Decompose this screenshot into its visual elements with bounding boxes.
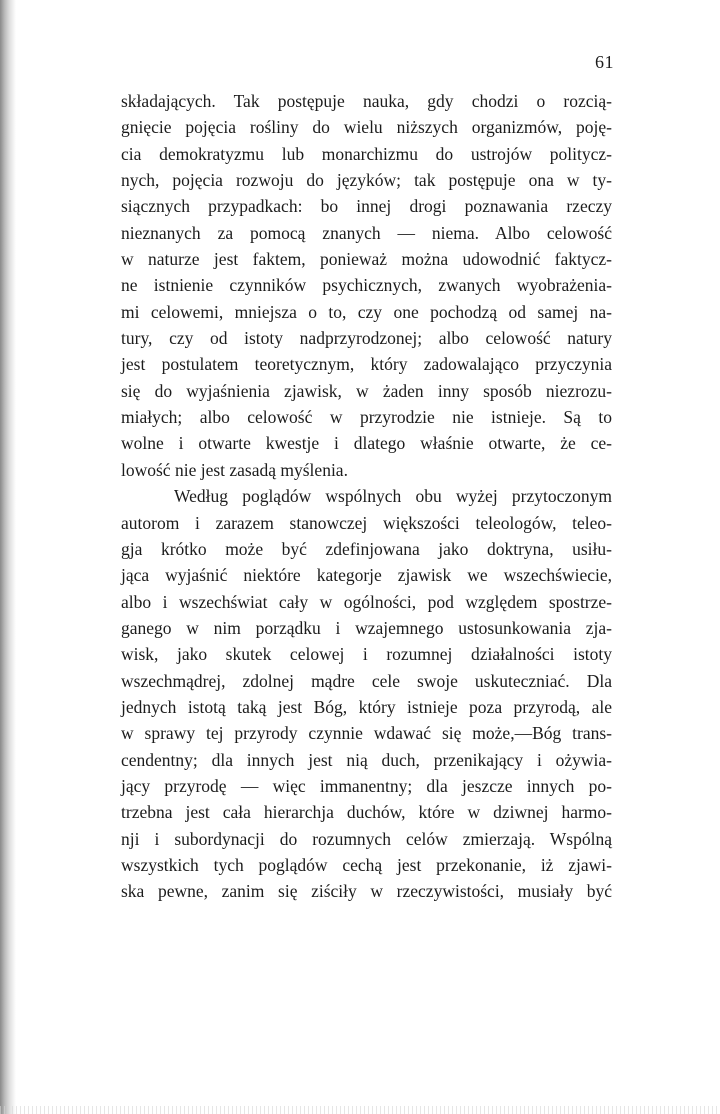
paragraph-start-line: Według poglądów wspólnych obu wyżej przytoczonym bbox=[174, 486, 612, 507]
scan-noise bbox=[0, 1106, 720, 1114]
body-text bbox=[121, 88, 612, 905]
text-line: trzebna jest cała hierarchja duchów, które w dziwnej harmo- bbox=[121, 802, 612, 823]
text-line: albo i wszechświat cały w ogólności, pod względem spostrze- bbox=[121, 591, 612, 612]
text-line: gnięcie pojęcia rośliny do wielu niższych organizmów, poję- bbox=[121, 117, 612, 138]
text-line: cendentny; dla innych jest nią duch, przenikający i ożywia- bbox=[121, 749, 612, 770]
text-line: wszystkich tych poglądów cechą jest przekonanie, iż zjawi- bbox=[121, 854, 612, 875]
text-line: siącznych przypadkach: bo innej drogi poznawania rzeczy bbox=[121, 196, 612, 217]
page-number: 61 bbox=[595, 52, 614, 72]
text-line: jest postulatem teoretycznym, który zadowalająco przyczynia bbox=[121, 354, 612, 375]
text-line: składających. Tak postępuje nauka, gdy chodzi o rozcią- bbox=[121, 91, 612, 111]
text-line: jący przyrodę — więc immanentny; dla jeszcze innych po- bbox=[121, 775, 612, 796]
text-line: wisk, jako skutek celowej i rozumnej działalności istoty bbox=[121, 644, 612, 665]
paragraph-end-line: lowość nie jest zasadą myślenia. bbox=[121, 459, 348, 480]
text-line: miałych; albo celowość w przyrodzie nie istnieje. Są to bbox=[121, 407, 612, 428]
scan-binding-edge bbox=[0, 0, 16, 1114]
text-line: nieznanych za pomocą znanych — niema. Albo celowość bbox=[121, 222, 612, 243]
text-line: jąca wyjaśnić niektóre kategorje zjawisk we wszechświecie, bbox=[121, 565, 612, 586]
text-line: mi celowemi, mniejsza o to, czy one pochodzą od samej na- bbox=[121, 301, 612, 322]
text-line: nych, pojęcia rozwoju do języków; tak postępuje ona w ty- bbox=[121, 170, 612, 191]
text-line: ne istnienie czynników psychicznych, zwanych wyobrażenia- bbox=[121, 275, 612, 296]
text-line: w sprawy tej przyrody czynnie wdawać się może,—Bóg trans- bbox=[121, 723, 612, 744]
text-line: się do wyjaśnienia zjawisk, w żaden inny sposób niezrozu- bbox=[121, 380, 612, 401]
text-line: wszechmądrej, zdolnej mądre cele swoje uskuteczniać. Dla bbox=[121, 670, 612, 691]
text-line: jednych istotą taką jest Bóg, który istnieje poza przyrodą, ale bbox=[121, 696, 612, 717]
text-line: autorom i zarazem stanowczej większości teleologów, teleo- bbox=[121, 512, 612, 533]
text-line: nji i subordynacji do rozumnych celów zmierzają. Wspólną bbox=[121, 828, 612, 849]
text-line: ganego w nim porządku i wzajemnego ustosunkowania zja- bbox=[121, 617, 612, 638]
text-line: tury, czy od istoty nadprzyrodzonej; albo celowość natury bbox=[121, 328, 612, 349]
text-line: wolne i otwarte kwestje i dlatego właśnie otwarte, że ce- bbox=[121, 433, 612, 454]
text-line: w naturze jest faktem, ponieważ można udowodnić faktycz- bbox=[121, 249, 612, 270]
text-line: cia demokratyzmu lub monarchizmu do ustrojów politycz- bbox=[121, 143, 612, 164]
text-line: gja krótko może być zdefinjowana jako doktryna, usiłu- bbox=[121, 538, 612, 559]
text-line: ska pewne, zanim się ziściły w rzeczywistości, musiały być bbox=[121, 881, 612, 902]
